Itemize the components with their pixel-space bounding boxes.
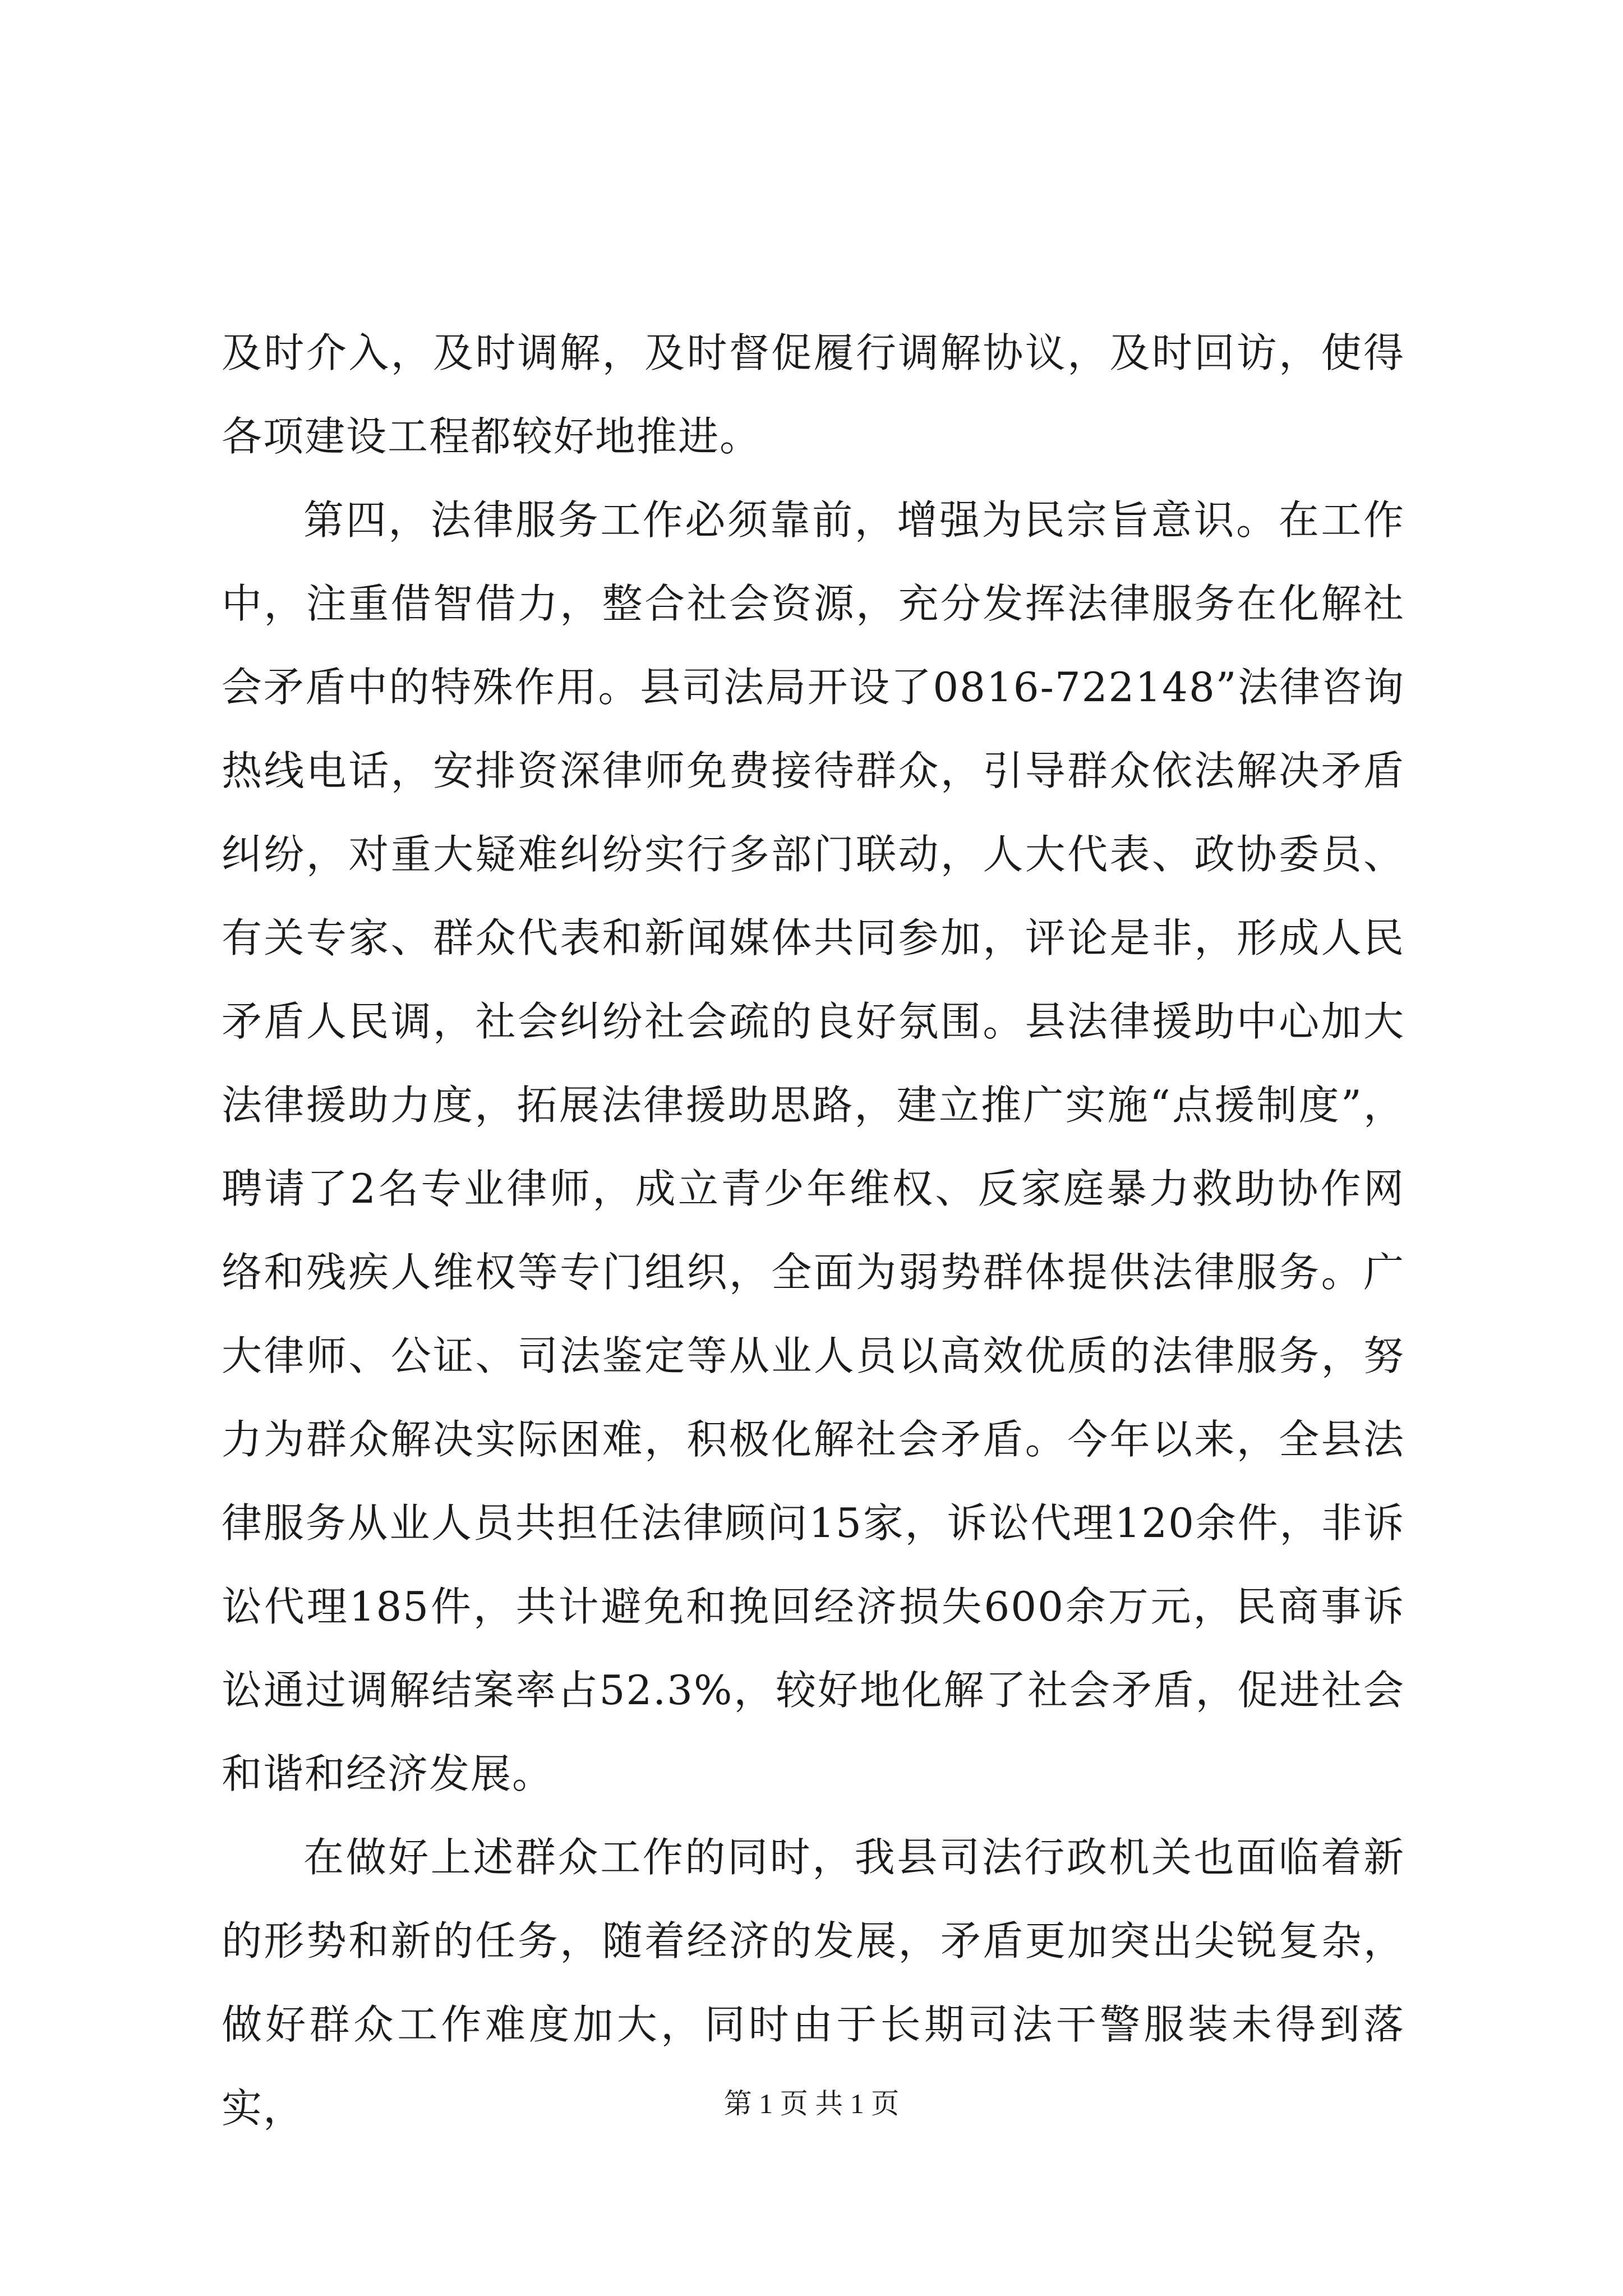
paragraph-legal-services: 第四，法律服务工作必须靠前，增强为民宗旨意识。在工作中，注重借智借力，整合社会资源，充分发挥法律服务在化解社会矛盾中的特殊作用。县司法局开设了0816-722148”法律咨询热线电话，安排资深律师免费接待群众，引导群众依法解决矛盾纠纷，对重大疑难纠纷实行多部门联动，人大代表、政协委员、有关专家、群众代表和新闻媒体共同参加，评论是非，形成人民矛盾人民调，社会纠纷社会疏的良好氛围。县法律援助中心加大法律援助力度，拓展法律援助思路，建立推广实施“点援制度”，聘请了2名专业律师，成立青少年维权、反家庭暴力救助协作网络和残疾人维权等专门组织，全面为弱势群体提供法律服务。广大律师、公证、司法鉴定等从业人员以高效优质的法律服务，努力为群众解决实际困难，积极化解社会矛盾。今年以来，全县法律服务从业人员共担任法律顾问15家，诉讼代理120余件，非诉讼代理185件，共计避免和挽回经济损失600余万元，民商事诉讼通过调解结案率占52.3%，较好地化解了社会矛盾，促进社会和谐和经济发展。 xyxy=(222,496,1405,1797)
document-body xyxy=(222,311,1405,2150)
page-footer: 第 1 页 共 1 页 xyxy=(723,2088,900,2119)
paragraph-challenges: 在做好上述群众工作的同时，我县司法行政机关也面临着新的形势和新的任务，随着经济的发展，矛盾更加突出尖锐复杂，做好群众工作难度加大，同时由于长期司法干警服装未得到落实， xyxy=(222,1834,1405,2132)
paragraph-continuation: 及时介入，及时调解，及时督促履行调解协议，及时回访，使得各项建设工程都较好地推进。 xyxy=(222,329,1405,460)
